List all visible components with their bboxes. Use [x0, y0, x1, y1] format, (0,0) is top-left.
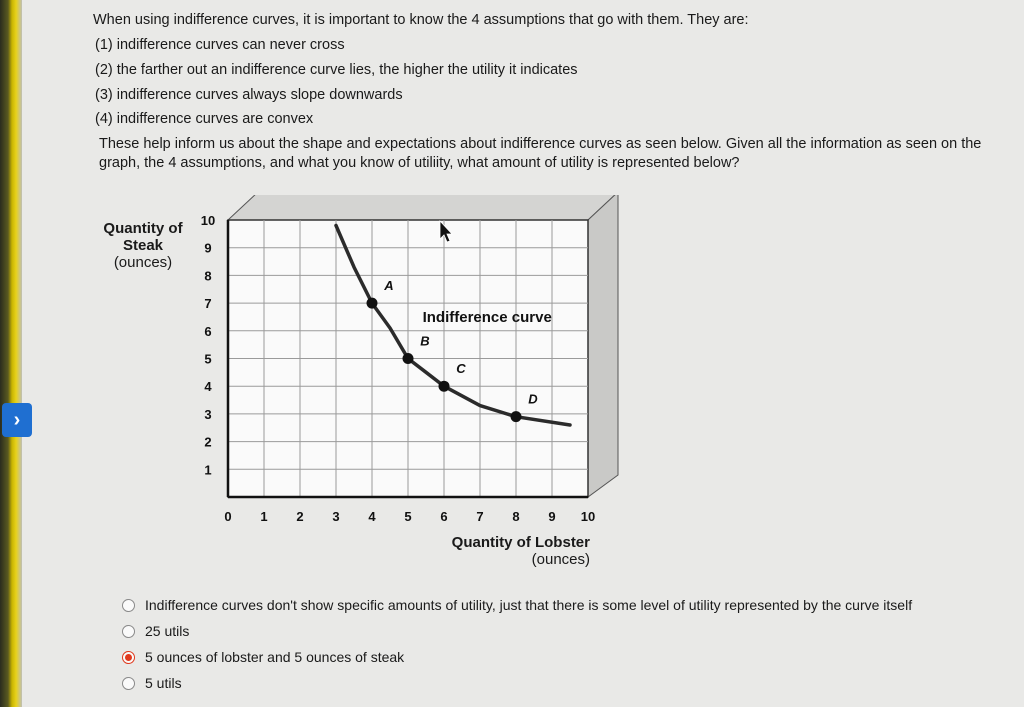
point-a [367, 298, 378, 309]
point-label-b: B [420, 333, 430, 349]
assumption-1: (1) indifference curves can never cross [95, 37, 345, 53]
answer-label: 5 utils [145, 675, 182, 691]
assumption-2: (2) the farther out an indifference curve lies, the higher the utility it indicates [95, 62, 578, 78]
y-tick-label: 8 [204, 268, 212, 284]
y-tick-label: 5 [204, 351, 212, 367]
next-question-button[interactable] [2, 403, 32, 437]
left-edge-border [0, 0, 22, 707]
y-axis-unit: (ounces) [113, 254, 173, 271]
x-tick-label: 3 [332, 509, 340, 524]
x-tick-label: 8 [512, 509, 520, 524]
y-tick-label: 6 [204, 323, 212, 339]
answer-label: Indifference curves don't show specific amounts of utility, just that there is some level of utility represented by the curve itself [145, 597, 913, 613]
x-tick-label: 1 [260, 509, 268, 524]
answer-label: 25 utils [145, 623, 190, 639]
point-label-c: C [456, 361, 466, 377]
point-d [511, 411, 522, 422]
point-b [403, 353, 414, 364]
x-tick-label: 9 [548, 509, 556, 524]
assumption-3: (3) indifference curves always slope downwards [95, 87, 403, 103]
x-tick-label: 4 [368, 509, 376, 524]
y-tick-label: 10 [200, 213, 216, 228]
radio-button[interactable] [122, 651, 135, 664]
point-label-a: A [384, 278, 394, 294]
answer-option-3[interactable] [122, 649, 404, 665]
answer-option-4[interactable] [122, 675, 182, 691]
y-tick-label: 4 [204, 379, 212, 395]
radio-button[interactable] [122, 625, 135, 638]
y-axis-title: Quantity of Steak [103, 220, 183, 254]
x-axis-title: Quantity of Lobster [451, 534, 590, 551]
answer-label: 5 ounces of lobster and 5 ounces of steak [145, 649, 405, 665]
y-tick-label: 7 [204, 296, 212, 312]
chart-box-top [228, 195, 618, 220]
point-label-d: D [528, 391, 538, 407]
y-tick-label: 1 [204, 462, 212, 478]
y-tick-label: 3 [204, 406, 212, 422]
x-tick-label: 5 [404, 509, 412, 524]
answer-option-1[interactable] [122, 597, 912, 613]
point-c [439, 381, 450, 392]
x-tick-label: 10 [580, 509, 596, 524]
y-tick-label: 2 [204, 434, 212, 450]
assumption-4: (4) indifference curves are convex [95, 111, 314, 127]
x-axis-unit: (ounces) [531, 551, 590, 568]
x-axis-label [420, 534, 590, 568]
radio-button[interactable] [122, 599, 135, 612]
question-prompt: These help inform us about the shape and expectations about indifference curves as seen below. Given all the information as seen on the graph, the 4 assumptions, and what you know of utiliity, what amount of utility is represented below? [99, 136, 982, 171]
radio-button[interactable] [122, 677, 135, 690]
x-tick-label: 7 [476, 509, 484, 524]
y-axis-label [103, 220, 183, 271]
answer-option-2[interactable] [122, 623, 189, 639]
chart-box-side [588, 195, 618, 497]
x-tick-label: 6 [440, 509, 448, 524]
y-tick-label: 9 [204, 240, 212, 256]
question-intro: When using indifference curves, it is important to know the 4 assumptions that go with them. They are: [93, 12, 749, 28]
curve-label: Indifference curve [422, 308, 552, 326]
x-tick-label: 0 [224, 509, 232, 524]
chevron-right-icon: › [13, 408, 21, 431]
indifference-chart [100, 195, 620, 575]
x-tick-label: 2 [296, 509, 304, 524]
